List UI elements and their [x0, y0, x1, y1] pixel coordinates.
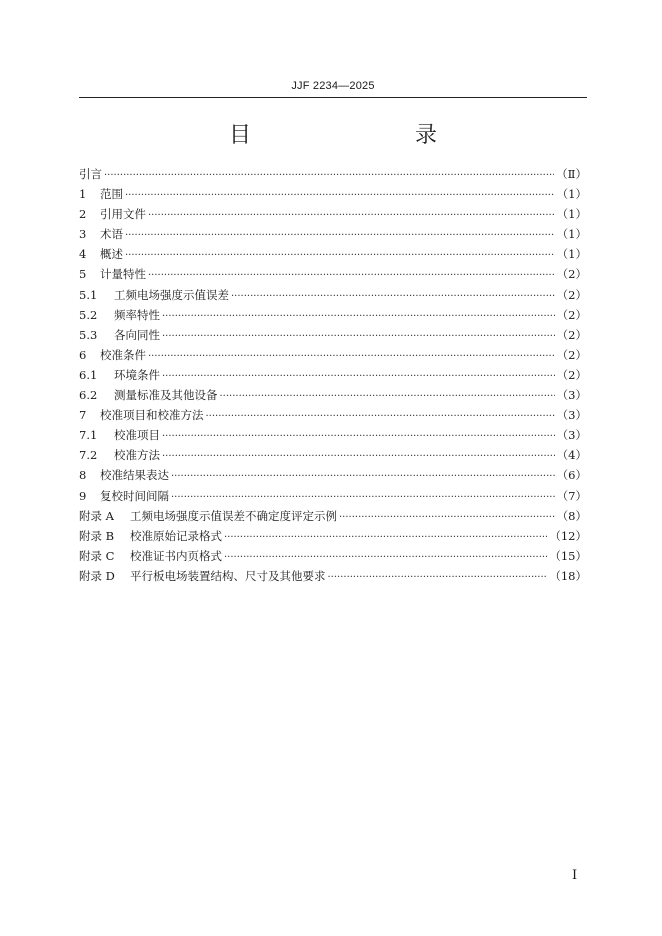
toc-entry-page: （1） — [556, 247, 587, 262]
toc-entry-number: 5.2 — [79, 307, 98, 322]
toc-entry-number: 8 — [79, 468, 87, 483]
toc-entry-number: 2 — [79, 207, 87, 222]
toc-entry[interactable] — [79, 568, 587, 588]
dot-leader — [148, 210, 555, 221]
dot-leader — [162, 311, 555, 322]
toc-entry-number: 1 — [79, 187, 87, 202]
toc-entry-number: 附录 B — [79, 528, 115, 543]
toc-entry[interactable] — [79, 407, 587, 427]
toc-entry[interactable] — [79, 327, 587, 347]
toc-entry-page: （18） — [549, 568, 587, 583]
dot-leader — [339, 512, 555, 523]
toc-entry[interactable] — [79, 347, 587, 367]
toc-entry-page: （2） — [556, 367, 587, 382]
toc-entry[interactable] — [79, 528, 587, 548]
toc-entry-number: 5 — [79, 267, 87, 282]
toc-entry-title: 校准证书内页格式 — [130, 548, 222, 563]
toc-entry-page: （1） — [556, 207, 587, 222]
toc-entry-page: （2） — [556, 287, 587, 302]
toc-entry[interactable] — [79, 508, 587, 528]
toc-entry-number: 5.1 — [79, 287, 98, 302]
toc-entry-page: （2） — [556, 307, 587, 322]
toc-entry[interactable] — [79, 246, 587, 266]
toc-entry-number: 6 — [79, 347, 87, 362]
dot-leader — [162, 371, 555, 382]
dot-leader — [125, 190, 555, 201]
toc-entry-page: （1） — [556, 227, 587, 242]
toc-entry-page: （15） — [549, 548, 587, 563]
toc-entry-number: 7.1 — [79, 428, 98, 443]
toc-entry-page: （3） — [556, 428, 587, 443]
toc-entry-title: 各向同性 — [114, 327, 160, 342]
toc-entry-title: 引言 — [79, 167, 102, 181]
toc-entry[interactable] — [79, 427, 587, 447]
toc-entry-page: （12） — [549, 528, 587, 543]
toc-entry-title: 测量标准及其他设备 — [114, 388, 218, 403]
toc-entry-number: 7 — [79, 408, 87, 423]
toc-entry-number: 6.1 — [79, 367, 98, 382]
toc-entry[interactable] — [79, 166, 587, 186]
toc-entry-title: 校准方法 — [114, 448, 160, 463]
dot-leader — [125, 230, 555, 241]
toc-entry-number: 附录 A — [79, 508, 114, 523]
dot-leader — [220, 391, 555, 402]
toc-entry[interactable] — [79, 287, 587, 307]
toc-entry-page: （2） — [556, 267, 587, 282]
toc-entry[interactable] — [79, 186, 587, 206]
toc-entry-number: 9 — [79, 488, 87, 503]
header-divider — [79, 97, 587, 98]
toc-entry-title: 环境条件 — [114, 367, 160, 382]
page-title: 目 录 — [228, 123, 477, 148]
dot-leader — [206, 411, 555, 422]
toc-entry-number: 5.3 — [79, 327, 98, 342]
toc-entry[interactable] — [79, 447, 587, 467]
toc-entry-number: 附录 D — [79, 568, 115, 583]
toc-entry[interactable] — [79, 367, 587, 387]
toc-entry-number: 7.2 — [79, 448, 98, 463]
toc-entry-title: 工频电场强度示值误差 — [114, 287, 229, 302]
toc-entry-title: 校准条件 — [100, 347, 146, 362]
dot-leader — [171, 492, 555, 503]
toc-entry-title: 校准结果表达 — [100, 468, 169, 483]
table-of-contents — [79, 166, 587, 588]
dot-leader — [162, 451, 555, 462]
toc-entry-page: （4） — [556, 448, 587, 463]
toc-entry[interactable] — [79, 226, 587, 246]
toc-entry-title: 术语 — [100, 227, 123, 242]
toc-entry-title: 概述 — [100, 247, 123, 262]
page-number: Ⅰ — [572, 868, 578, 883]
toc-entry-page: （3） — [556, 388, 587, 403]
toc-entry-number: 6.2 — [79, 388, 98, 403]
dot-leader — [104, 170, 554, 181]
toc-entry-page: （3） — [556, 408, 587, 423]
toc-entry[interactable] — [79, 467, 587, 487]
toc-entry[interactable] — [79, 206, 587, 226]
toc-entry-number: 4 — [79, 247, 87, 262]
toc-entry-title: 工频电场强度示值误差不确定度评定示例 — [130, 508, 337, 523]
toc-entry[interactable] — [79, 488, 587, 508]
toc-entry-page: （2） — [556, 347, 587, 362]
toc-entry-number: 附录 C — [79, 548, 115, 563]
toc-entry-title: 频率特性 — [114, 307, 160, 322]
toc-entry-title: 校准项目 — [114, 428, 160, 443]
toc-entry-page: （2） — [556, 327, 587, 342]
toc-entry-number: 3 — [79, 227, 87, 242]
dot-leader — [224, 552, 547, 563]
toc-entry[interactable] — [79, 548, 587, 568]
toc-entry-page: （8） — [556, 508, 587, 523]
toc-entry[interactable] — [79, 387, 587, 407]
dot-leader — [125, 250, 555, 261]
dot-leader — [171, 471, 555, 482]
dot-leader — [148, 270, 555, 281]
dot-leader — [231, 291, 555, 302]
toc-entry-title: 复校时间间隔 — [100, 488, 169, 503]
toc-entry-page: （Ⅱ） — [556, 167, 587, 181]
toc-entry-title: 校准项目和校准方法 — [100, 408, 204, 423]
toc-entry-page: （7） — [556, 488, 587, 503]
toc-entry-title: 校准原始记录格式 — [130, 528, 222, 543]
dot-leader — [148, 351, 555, 362]
toc-entry-title: 范围 — [100, 187, 123, 202]
running-header: JJF 2234—2025 — [291, 80, 375, 92]
dot-leader — [328, 572, 548, 583]
toc-entry[interactable] — [79, 307, 587, 327]
dot-leader — [162, 331, 555, 342]
toc-entry-page: （6） — [556, 468, 587, 483]
toc-entry-title: 计量特性 — [100, 267, 146, 282]
dot-leader — [162, 431, 555, 442]
dot-leader — [224, 532, 547, 543]
toc-entry-page: （1） — [556, 187, 587, 202]
toc-entry[interactable] — [79, 266, 587, 286]
toc-entry-title: 平行板电场装置结构、尺寸及其他要求 — [130, 568, 326, 583]
toc-entry-title: 引用文件 — [100, 207, 146, 222]
